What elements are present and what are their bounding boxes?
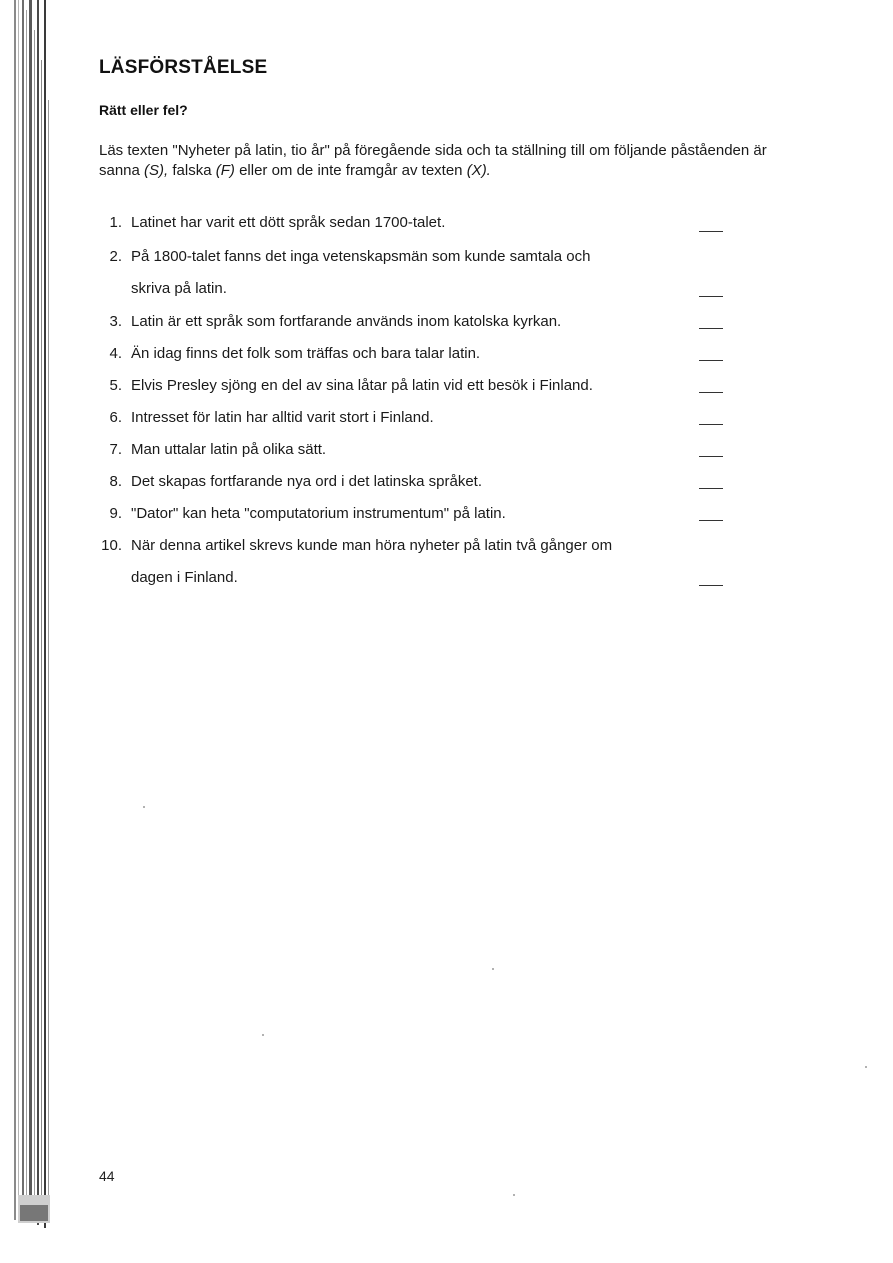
- answer-blank[interactable]: [699, 392, 723, 393]
- question-text: När denna artikel skrevs kunde man höra nyheter på latin två gånger om: [131, 537, 613, 554]
- page-number: 44: [99, 1168, 115, 1184]
- answer-blank[interactable]: [699, 360, 723, 361]
- section-subtitle: Rätt eller fel?: [99, 102, 188, 118]
- question-text: Latin är ett språk som fortfarande används inom katolska kyrkan.: [131, 313, 562, 330]
- scan-speck: [865, 1066, 867, 1068]
- scan-speck: [262, 1034, 264, 1036]
- binding-edge: [0, 0, 52, 1230]
- code-true: (S),: [144, 162, 169, 179]
- answer-blank[interactable]: [699, 488, 723, 489]
- question-text: Man uttalar latin på olika sätt.: [131, 441, 327, 458]
- question-text: På 1800-talet fanns det inga vetenskapsmän som kunde samtala och: [131, 248, 591, 265]
- answer-blank[interactable]: [699, 520, 723, 521]
- question-number: 4.: [109, 345, 122, 362]
- question-number: 7.: [109, 441, 122, 458]
- answer-blank[interactable]: [699, 296, 723, 297]
- answer-blank[interactable]: [699, 424, 723, 425]
- question-text: dagen i Finland.: [131, 569, 238, 586]
- question-text: Det skapas fortfarande nya ord i det latinska språket.: [131, 473, 483, 490]
- question-number: 10.: [101, 537, 122, 554]
- scan-speck: [513, 1194, 515, 1196]
- question-number: 6.: [109, 409, 122, 426]
- question-number: 8.: [109, 473, 122, 490]
- answer-blank[interactable]: [699, 328, 723, 329]
- answer-blank[interactable]: [699, 456, 723, 457]
- answer-blank[interactable]: [699, 585, 723, 586]
- question-text: Elvis Presley sjöng en del av sina låtar på latin vid ett besök i Finland.: [131, 377, 593, 394]
- question-number: 1.: [109, 214, 122, 231]
- scan-speck: [143, 806, 145, 808]
- question-text: Intresset för latin har alltid varit stort i Finland.: [131, 409, 434, 426]
- question-text: skriva på latin.: [131, 280, 227, 297]
- question-number: 2.: [109, 248, 122, 265]
- question-number: 5.: [109, 377, 122, 394]
- code-false: (F): [215, 162, 235, 179]
- instructions-text-2: falska: [168, 162, 216, 179]
- code-unknown: (X).: [466, 162, 491, 179]
- instructions-text-3: eller om de inte framgår av texten: [234, 162, 467, 179]
- answer-blank[interactable]: [699, 231, 723, 232]
- question-text: Än idag finns det folk som träffas och bara talar latin.: [131, 345, 481, 362]
- page-title: LÄSFÖRSTÅELSE: [99, 57, 268, 78]
- question-number: 3.: [109, 313, 122, 330]
- instructions-paragraph: [99, 141, 799, 181]
- instructions-text-1: Läs texten "Nyheter på latin, tio år" på föregående sida och ta ställning till om följande påståenden är sanna: [99, 142, 767, 179]
- scan-speck: [492, 968, 494, 970]
- question-text: "Dator" kan heta "computatorium instrumentum" på latin.: [131, 505, 506, 522]
- question-text: Latinet har varit ett dött språk sedan 1700-talet.: [131, 214, 446, 231]
- question-number: 9.: [109, 505, 122, 522]
